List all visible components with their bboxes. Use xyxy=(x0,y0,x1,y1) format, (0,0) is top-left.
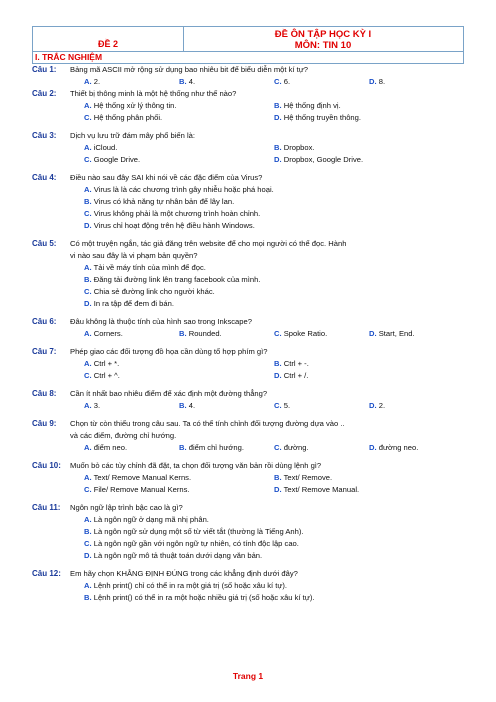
option-letter: D. xyxy=(369,329,377,338)
option-letter: D. xyxy=(274,485,282,494)
question-6 xyxy=(32,316,464,346)
question-10 xyxy=(32,460,464,502)
option-text: Spoke Ratio. xyxy=(283,329,328,338)
option-text: In ra tập để đem đi bán. xyxy=(93,299,174,308)
option-text: đường. xyxy=(283,443,309,452)
option-letter: D. xyxy=(274,113,282,122)
question-11 xyxy=(32,502,464,568)
option-text: Hệ thống định vị. xyxy=(283,101,341,110)
answer-options xyxy=(32,514,464,562)
answer-option[interactable] xyxy=(369,328,464,340)
question-stem xyxy=(32,250,464,262)
option-text: 4. xyxy=(188,77,196,86)
answer-option[interactable] xyxy=(274,400,369,412)
option-text: Là ngôn ngữ gần với ngôn ngữ tự nhiên, có tính độc lập cao. xyxy=(93,539,299,548)
question-number: Câu 7: xyxy=(32,347,57,356)
answer-option[interactable] xyxy=(274,142,464,154)
question-text: Thiết bị thông minh là một hệ thống như thế nào? xyxy=(70,89,237,98)
option-text: 4. xyxy=(188,401,196,410)
option-text: điểm neo. xyxy=(93,443,128,452)
option-letter: D. xyxy=(274,371,282,380)
answer-option[interactable] xyxy=(84,538,464,550)
option-letter: A. xyxy=(84,359,92,368)
option-letter: C. xyxy=(84,113,92,122)
question-number: Câu 2: xyxy=(32,89,57,98)
option-text: Text/ Remove Manual. xyxy=(283,485,360,494)
option-letter: C. xyxy=(274,77,282,86)
answer-option[interactable] xyxy=(84,514,464,526)
answer-option[interactable] xyxy=(84,274,464,286)
question-12 xyxy=(32,568,464,604)
option-text: Corners. xyxy=(93,329,123,338)
question-number: Câu 6: xyxy=(32,317,57,326)
option-letter: A. xyxy=(84,581,92,590)
question-stem xyxy=(32,88,464,100)
option-letter: C. xyxy=(84,539,92,548)
question-number: Câu 4: xyxy=(32,173,57,182)
answer-option[interactable] xyxy=(84,76,179,88)
option-letter: A. xyxy=(84,515,92,524)
answer-options xyxy=(32,76,464,88)
answer-option[interactable] xyxy=(84,112,274,124)
option-text: Start, End. xyxy=(378,329,415,338)
option-letter: A. xyxy=(84,77,92,86)
answer-option[interactable] xyxy=(84,154,274,166)
question-text: Chọn từ còn thiếu trong câu sau. Ta có thể tính chỉnh đối tượng đường dựa vào .. xyxy=(70,419,345,428)
question-number: Câu 8: xyxy=(32,389,57,398)
answer-options xyxy=(32,262,464,310)
answer-option[interactable] xyxy=(274,484,464,496)
question-text: Đâu không là thuộc tính của hình sao trong Inkscape? xyxy=(70,317,252,326)
answer-option[interactable] xyxy=(274,112,464,124)
question-5 xyxy=(32,238,464,316)
question-1 xyxy=(32,64,464,88)
exam-code: ĐỀ 2 xyxy=(97,39,118,49)
answer-option[interactable] xyxy=(84,196,464,208)
option-text: Virus không phải là một chương trình hoàn chỉnh. xyxy=(93,209,261,218)
option-letter: D. xyxy=(369,443,377,452)
answer-option[interactable] xyxy=(84,298,464,310)
question-stem xyxy=(32,568,464,580)
option-letter: C. xyxy=(84,287,92,296)
option-text: Hệ thống phân phối. xyxy=(93,113,163,122)
question-text: Phép giao các đối tượng đồ họa cần dùng tổ hợp phím gì? xyxy=(70,347,268,356)
answer-option[interactable] xyxy=(84,370,274,382)
option-letter: B. xyxy=(179,77,187,86)
question-stem xyxy=(32,502,464,514)
option-text: Virus là là các chương trình gây nhiễu hoặc phá hoại. xyxy=(93,185,274,194)
option-letter: C. xyxy=(84,371,92,380)
question-stem xyxy=(32,172,464,184)
answer-option[interactable] xyxy=(179,442,274,454)
option-text: Là ngôn ngữ mô tả thuật toán dưới dạng văn bản. xyxy=(93,551,263,560)
exam-title: ĐỀ ÔN TẬP HỌC KỲ I xyxy=(274,29,372,40)
option-text: Là ngôn ngữ sử dụng một số từ viết tắt (thường là Tiếng Anh). xyxy=(93,527,304,536)
answer-options xyxy=(32,184,464,232)
question-8 xyxy=(32,388,464,418)
question-7 xyxy=(32,346,464,388)
answer-option[interactable] xyxy=(274,328,369,340)
answer-option[interactable] xyxy=(369,442,464,454)
answer-options xyxy=(32,142,464,166)
option-letter: B. xyxy=(84,593,92,602)
answer-option[interactable] xyxy=(84,580,464,592)
question-stem xyxy=(32,238,464,250)
option-letter: D. xyxy=(84,551,92,560)
option-text: Lệnh print() có thể in ra một hoặc nhiều giá trị (số hoặc xâu kí tự). xyxy=(93,593,315,602)
answer-option[interactable] xyxy=(84,100,274,112)
option-letter: D. xyxy=(84,221,92,230)
option-text: đường neo. xyxy=(378,443,419,452)
answer-option[interactable] xyxy=(179,400,274,412)
option-text: Google Drive. xyxy=(93,155,141,164)
answer-option[interactable] xyxy=(369,400,464,412)
answer-option[interactable] xyxy=(84,328,179,340)
answer-option[interactable] xyxy=(84,358,274,370)
option-letter: B. xyxy=(179,401,187,410)
option-text: Hệ thống truyền thông. xyxy=(283,113,361,122)
question-text: Bảng mã ASCII mở rộng sử dụng bao nhiêu bit để biểu diễn một kí tự? xyxy=(70,65,309,74)
answer-options xyxy=(32,400,464,412)
option-text: điểm chỉ hướng. xyxy=(188,443,244,452)
question-text: và các điểm, đường chỉ hướng. xyxy=(70,431,177,440)
question-text: Em hãy chọn KHẲNG ĐỊNH ĐÚNG trong các khẳng định dưới đây? xyxy=(70,569,298,578)
header-table xyxy=(32,26,464,52)
question-stem xyxy=(32,64,464,76)
question-text: Muốn bỏ các tùy chỉnh đã đặt, ta chọn đối tượng văn bản rồi dùng lệnh gì? xyxy=(70,461,322,470)
option-letter: B. xyxy=(274,101,282,110)
option-letter: D. xyxy=(84,299,92,308)
option-letter: B. xyxy=(84,197,92,206)
option-text: File/ Remove Manual Kerns. xyxy=(93,485,190,494)
option-text: 3. xyxy=(93,401,101,410)
option-letter: B. xyxy=(84,527,92,536)
option-letter: B. xyxy=(274,473,282,482)
answer-option[interactable] xyxy=(84,184,464,196)
question-text: Dịch vụ lưu trữ đám mây phổ biến là: xyxy=(70,131,195,140)
answer-option[interactable] xyxy=(179,328,274,340)
option-letter: A. xyxy=(84,101,92,110)
option-letter: A. xyxy=(84,143,92,152)
answer-option[interactable] xyxy=(84,550,464,562)
question-stem xyxy=(32,460,464,472)
answer-option[interactable] xyxy=(84,262,464,274)
option-letter: A. xyxy=(84,263,92,272)
option-text: 8. xyxy=(378,77,386,86)
option-text: Là ngôn ngữ ở dạng mã nhị phân. xyxy=(93,515,209,524)
page-number: Trang 1 xyxy=(232,671,264,681)
option-letter: D. xyxy=(369,401,377,410)
option-text: Virus chỉ hoạt động trên hệ điều hành Windows. xyxy=(93,221,255,230)
option-text: Dropbox. xyxy=(283,143,315,152)
answer-option[interactable] xyxy=(274,76,369,88)
question-text: Điều nào sau đây SAI khi nói về các đặc điểm của Virus? xyxy=(70,173,263,182)
option-text: 2. xyxy=(378,401,386,410)
question-stem xyxy=(32,316,464,328)
answer-options xyxy=(32,100,464,124)
option-letter: C. xyxy=(274,401,282,410)
option-text: Ctrl + *. xyxy=(93,359,120,368)
question-number: Câu 11: xyxy=(32,503,61,512)
option-text: Tải về máy tính của mình để đọc. xyxy=(93,263,206,272)
option-letter: C. xyxy=(84,155,92,164)
question-2 xyxy=(32,88,464,130)
option-letter: B. xyxy=(274,359,282,368)
answer-option[interactable] xyxy=(84,472,274,484)
option-letter: D. xyxy=(274,155,282,164)
question-number: Câu 10: xyxy=(32,461,61,470)
option-text: 2. xyxy=(93,77,101,86)
option-letter: B. xyxy=(179,443,187,452)
option-letter: C. xyxy=(84,485,92,494)
question-text: vi nào sau đây là vi phạm bản quyền? xyxy=(70,251,198,260)
answer-option[interactable] xyxy=(84,592,464,604)
answer-option[interactable] xyxy=(84,526,464,538)
question-stem xyxy=(32,418,464,430)
option-text: Chia sẻ đường link cho người khác. xyxy=(93,287,215,296)
option-letter: B. xyxy=(274,143,282,152)
question-number: Câu 5: xyxy=(32,239,57,248)
answer-option[interactable] xyxy=(274,100,464,112)
option-text: Ctrl + -. xyxy=(283,359,309,368)
answer-option[interactable] xyxy=(274,154,464,166)
question-number: Câu 3: xyxy=(32,131,57,140)
question-stem xyxy=(32,430,464,442)
answer-option[interactable] xyxy=(179,76,274,88)
option-text: Text/ Remove Manual Kerns. xyxy=(93,473,192,482)
option-text: 6. xyxy=(283,77,291,86)
option-letter: D. xyxy=(369,77,377,86)
answer-option[interactable] xyxy=(274,442,369,454)
option-letter: B. xyxy=(84,275,92,284)
answer-option[interactable] xyxy=(369,76,464,88)
answer-options xyxy=(32,442,464,454)
option-letter: C. xyxy=(274,329,282,338)
question-list xyxy=(32,64,464,604)
question-stem xyxy=(32,130,464,142)
answer-option[interactable] xyxy=(84,208,464,220)
question-number: Câu 1: xyxy=(32,65,57,74)
option-letter: C. xyxy=(84,209,92,218)
option-text: Đăng tải đường link lên trang facebook của mình. xyxy=(93,275,261,284)
option-text: 5. xyxy=(283,401,291,410)
answer-option[interactable] xyxy=(84,220,464,232)
option-letter: A. xyxy=(84,401,92,410)
answer-options xyxy=(32,472,464,496)
answer-option[interactable] xyxy=(274,472,464,484)
option-text: Lệnh print() chỉ có thể in ra một giá trị (số hoặc xâu kí tự). xyxy=(93,581,288,590)
answer-options xyxy=(32,328,464,340)
option-letter: A. xyxy=(84,473,92,482)
option-letter: A. xyxy=(84,443,92,452)
option-text: iCloud. xyxy=(93,143,118,152)
answer-option[interactable] xyxy=(274,370,464,382)
option-text: Text/ Remove. xyxy=(283,473,333,482)
option-letter: B. xyxy=(179,329,187,338)
option-letter: A. xyxy=(84,329,92,338)
question-3 xyxy=(32,130,464,172)
option-text: Ctrl + /. xyxy=(283,371,309,380)
question-number: Câu 12: xyxy=(32,569,61,578)
option-text: Rounded. xyxy=(188,329,222,338)
answer-options xyxy=(32,358,464,382)
answer-option[interactable] xyxy=(84,484,274,496)
option-letter: C. xyxy=(274,443,282,452)
option-text: Virus có khả năng tự nhân bản để lây lan. xyxy=(93,197,235,206)
answer-option[interactable] xyxy=(84,400,179,412)
option-text: Ctrl + ^. xyxy=(93,371,120,380)
question-number: Câu 9: xyxy=(32,419,57,428)
question-9 xyxy=(32,418,464,460)
answer-options xyxy=(32,580,464,604)
option-letter: A. xyxy=(84,185,92,194)
exam-subject: MÔN: TIN 10 xyxy=(294,40,352,51)
question-text: Ngôn ngữ lập trình bậc cao là gì? xyxy=(70,503,183,512)
question-stem xyxy=(32,346,464,358)
question-text: Có một truyện ngắn, tác giả đăng trên website để cho mọi người có thể đọc. Hành xyxy=(70,239,347,248)
section-title: I. TRẮC NGHIỆM xyxy=(32,52,464,64)
question-text: Cần ít nhất bao nhiêu điểm để xác định một đường thẳng? xyxy=(70,389,268,398)
option-text: Hệ thống xử lý thông tin. xyxy=(93,101,177,110)
answer-option[interactable] xyxy=(84,442,179,454)
question-stem xyxy=(32,388,464,400)
answer-option[interactable] xyxy=(84,142,274,154)
question-4 xyxy=(32,172,464,238)
answer-option[interactable] xyxy=(84,286,464,298)
answer-option[interactable] xyxy=(274,358,464,370)
option-text: Dropbox, Google Drive. xyxy=(283,155,364,164)
